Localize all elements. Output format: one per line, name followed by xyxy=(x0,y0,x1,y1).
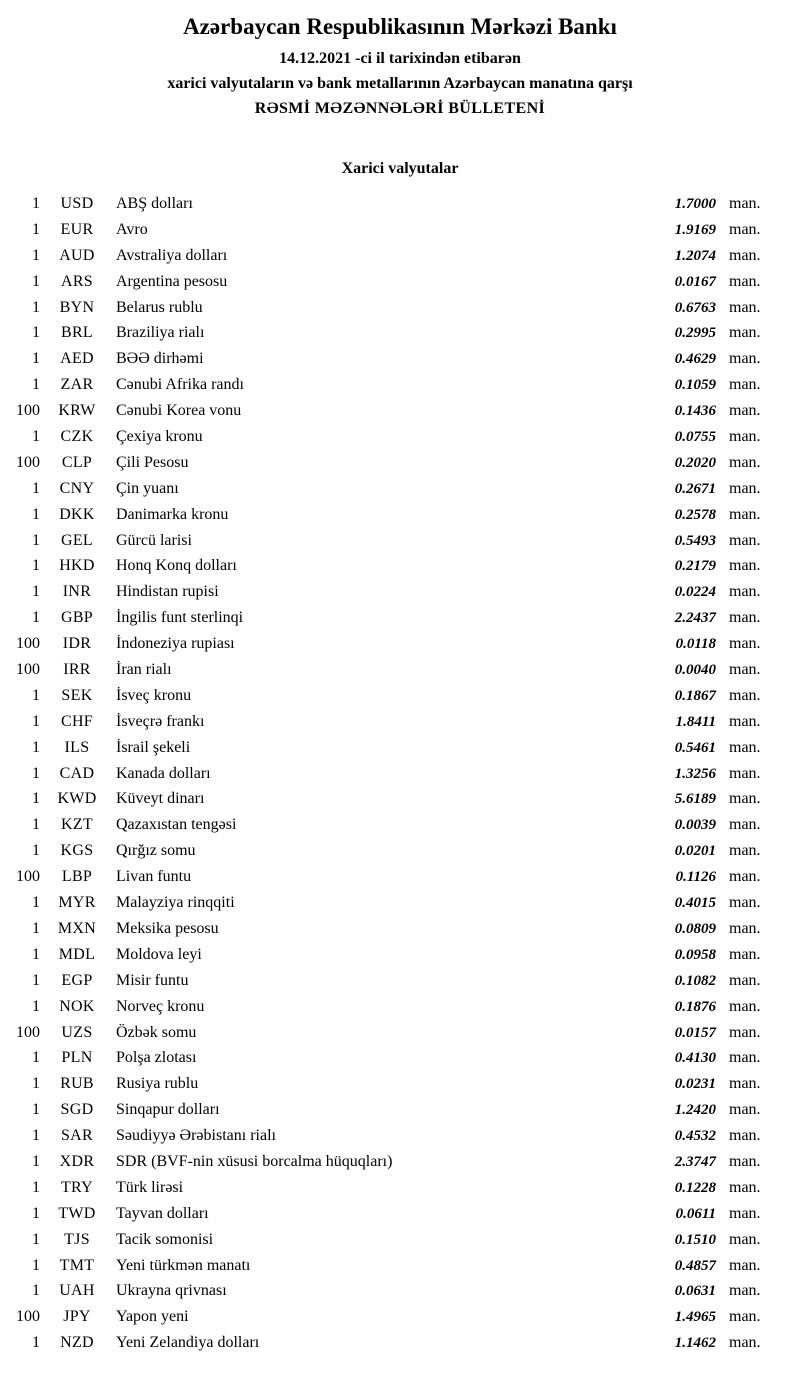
currency-code: UZS xyxy=(61,1023,93,1041)
currency-name: Yapon yeni xyxy=(116,1308,189,1326)
table-row xyxy=(8,553,772,579)
currency-quantity: 1 xyxy=(32,1334,40,1352)
currency-rate: 0.0167 xyxy=(674,273,716,290)
currency-rate: 0.4857 xyxy=(674,1257,716,1274)
rate-unit: man. xyxy=(729,1256,761,1274)
rate-unit: man. xyxy=(729,376,761,394)
table-row xyxy=(8,1097,772,1123)
currency-rate: 0.2995 xyxy=(674,325,716,342)
table-row xyxy=(8,450,772,476)
table-row xyxy=(8,761,772,787)
section-title-foreign-currencies: Xarici valyutalar xyxy=(341,160,459,177)
currency-code: NOK xyxy=(59,997,95,1015)
currency-name: Misir funtu xyxy=(116,971,189,989)
currency-code: TWD xyxy=(58,1204,96,1222)
currency-quantity: 1 xyxy=(32,557,40,575)
currency-rate: 0.4629 xyxy=(674,351,716,368)
rate-unit: man. xyxy=(729,997,761,1015)
subtitle-line-2: RƏSMİ MƏZƏNNƏLƏRİ BÜLLETENİ xyxy=(254,100,546,117)
currency-code: MDL xyxy=(58,945,96,963)
rate-unit: man. xyxy=(729,945,761,963)
currency-rate: 0.0631 xyxy=(674,1283,716,1300)
table-row xyxy=(8,191,772,217)
currency-code: BRL xyxy=(60,324,94,342)
rate-unit: man. xyxy=(729,894,761,912)
table-row xyxy=(8,424,772,450)
rate-unit: man. xyxy=(729,712,761,730)
currency-code: BYN xyxy=(59,298,95,316)
currency-code: NZD xyxy=(60,1334,94,1352)
table-row xyxy=(8,1123,772,1149)
currency-code: TJS xyxy=(64,1230,90,1248)
currency-code: DKK xyxy=(59,505,95,523)
currency-code: SGD xyxy=(60,1101,94,1119)
currency-name: Honq Konq dolları xyxy=(116,557,237,575)
currency-rate: 0.0755 xyxy=(674,429,716,446)
table-row xyxy=(8,346,772,372)
table-row xyxy=(8,398,772,424)
currency-code: IDR xyxy=(62,635,92,653)
currency-rate: 0.1867 xyxy=(674,687,716,704)
currency-code: CZK xyxy=(60,428,94,446)
rate-unit: man. xyxy=(729,531,761,549)
currency-code: ARS xyxy=(60,272,94,290)
currency-name: Braziliya rialı xyxy=(116,324,205,342)
currency-quantity: 1 xyxy=(32,686,40,704)
currency-quantity: 1 xyxy=(32,997,40,1015)
currency-name: Rusiya rublu xyxy=(116,1075,199,1093)
currency-name: Tayvan dolları xyxy=(116,1204,209,1222)
table-row xyxy=(8,838,772,864)
currency-name: Meksika pesosu xyxy=(116,919,219,937)
table-row xyxy=(8,1071,772,1097)
currency-rate: 5.6189 xyxy=(674,791,716,808)
currency-rate: 0.1436 xyxy=(674,403,716,420)
table-row xyxy=(8,683,772,709)
currency-quantity: 1 xyxy=(32,246,40,264)
table-row xyxy=(8,269,772,295)
currency-name: Çili Pesosu xyxy=(116,453,189,471)
currency-rate: 1.7000 xyxy=(674,196,716,212)
table-row xyxy=(8,786,772,812)
currency-code: XDR xyxy=(59,1152,95,1170)
currency-name: İndoneziya rupiası xyxy=(116,635,235,653)
currency-rate: 0.2671 xyxy=(674,480,716,497)
rate-unit: man. xyxy=(729,453,761,471)
currency-rate: 0.0809 xyxy=(674,920,716,937)
currency-quantity: 100 xyxy=(16,1308,40,1326)
rate-unit: man. xyxy=(729,1334,761,1352)
currency-quantity: 100 xyxy=(16,1023,40,1041)
table-row xyxy=(8,295,772,321)
table-row xyxy=(8,1175,772,1201)
table-row xyxy=(8,735,772,761)
table-row xyxy=(8,890,772,916)
currency-quantity: 1 xyxy=(32,1230,40,1248)
currency-rate: 1.3256 xyxy=(674,765,716,782)
currency-quantity: 1 xyxy=(32,1049,40,1067)
rate-unit: man. xyxy=(729,1178,761,1196)
currency-name: Küveyt dinarı xyxy=(116,790,205,808)
currency-code: GBP xyxy=(60,609,94,627)
currency-name: Səudiyyə Ərəbistanı rialı xyxy=(116,1127,276,1145)
currency-name: Sinqapur dolları xyxy=(116,1101,220,1119)
rate-unit: man. xyxy=(729,298,761,316)
currency-code: MYR xyxy=(58,894,96,912)
currency-code: ZAR xyxy=(60,376,94,394)
currency-code: TMT xyxy=(59,1256,95,1274)
currency-quantity: 1 xyxy=(32,350,40,368)
table-row xyxy=(8,528,772,554)
rate-unit: man. xyxy=(729,324,761,342)
table-row xyxy=(8,657,772,683)
currency-name: Qazaxıstan tengəsi xyxy=(116,816,237,834)
rate-unit: man. xyxy=(729,661,761,679)
currency-quantity: 1 xyxy=(32,971,40,989)
rate-unit: man. xyxy=(729,635,761,653)
currency-quantity: 100 xyxy=(16,635,40,653)
rate-unit: man. xyxy=(729,246,761,264)
table-row xyxy=(8,942,772,968)
table-row xyxy=(8,1201,772,1227)
currency-code: RUB xyxy=(60,1075,94,1093)
rate-unit: man. xyxy=(729,1204,761,1222)
table-row xyxy=(8,916,772,942)
currency-quantity: 1 xyxy=(32,583,40,601)
currency-quantity: 1 xyxy=(32,1075,40,1093)
currency-code: TRY xyxy=(60,1178,94,1196)
currency-rate: 0.1126 xyxy=(675,869,716,886)
currency-code: SAR xyxy=(60,1127,94,1145)
currency-name: SDR (BVF-nin xüsusi borcalma hüquqları) xyxy=(116,1152,393,1170)
rate-unit: man. xyxy=(729,764,761,782)
currency-name: Danimarka kronu xyxy=(116,505,229,523)
currency-rate: 0.1876 xyxy=(674,998,716,1015)
rate-unit: man. xyxy=(729,583,761,601)
currency-name: Malayziya rinqqiti xyxy=(116,894,235,912)
table-row xyxy=(8,502,772,528)
rate-unit: man. xyxy=(729,1101,761,1119)
currency-name: Hindistan rupisi xyxy=(116,583,219,601)
currency-name: Türk lirəsi xyxy=(116,1178,184,1196)
table-row xyxy=(8,1020,772,1046)
currency-quantity: 1 xyxy=(32,609,40,627)
currency-table xyxy=(0,191,800,1356)
rate-unit: man. xyxy=(729,220,761,238)
table-row xyxy=(8,1330,772,1356)
currency-code: GEL xyxy=(60,531,93,549)
currency-name: Yeni türkmən manatı xyxy=(116,1256,251,1274)
currency-quantity: 1 xyxy=(32,298,40,316)
currency-name: İsveç kronu xyxy=(116,686,192,704)
currency-quantity: 1 xyxy=(32,1204,40,1222)
currency-name: Yeni Zelandiya dolları xyxy=(116,1334,260,1352)
rate-unit: man. xyxy=(729,842,761,860)
bulletin-header xyxy=(0,10,800,118)
rate-unit: man. xyxy=(729,402,761,420)
rate-unit: man. xyxy=(729,1049,761,1067)
rate-unit: man. xyxy=(729,350,761,368)
currency-quantity: 1 xyxy=(32,272,40,290)
currency-rate: 1.2074 xyxy=(674,247,716,264)
table-row xyxy=(8,994,772,1020)
currency-rate: 0.2020 xyxy=(674,454,716,471)
currency-code: JPY xyxy=(63,1308,91,1326)
rate-unit: man. xyxy=(729,1152,761,1170)
currency-quantity: 1 xyxy=(32,1282,40,1300)
currency-rate: 0.0201 xyxy=(674,843,716,860)
table-row xyxy=(8,579,772,605)
currency-rate: 2.3747 xyxy=(674,1153,716,1170)
table-row xyxy=(8,1253,772,1279)
currency-code: USD xyxy=(60,195,94,212)
currency-code: EGP xyxy=(61,971,93,989)
currency-quantity: 1 xyxy=(32,919,40,937)
rate-unit: man. xyxy=(729,790,761,808)
rate-unit: man. xyxy=(729,738,761,756)
currency-code: KWD xyxy=(57,790,97,808)
subtitle-line-1: xarici valyutaların və bank metallarının Azərbaycan manatına qarşı xyxy=(167,75,633,92)
rate-unit: man. xyxy=(729,479,761,497)
table-row xyxy=(8,1278,772,1304)
rate-unit: man. xyxy=(729,971,761,989)
currency-code: HKD xyxy=(59,557,95,575)
rate-unit: man. xyxy=(729,505,761,523)
currency-code: IRR xyxy=(63,661,91,679)
currency-name: Cənubi Afrika randı xyxy=(116,376,244,394)
currency-rate: 0.1082 xyxy=(674,972,716,989)
rate-unit: man. xyxy=(729,868,761,886)
currency-name: Cənubi Korea vonu xyxy=(116,402,242,420)
rate-unit: man. xyxy=(729,1308,761,1326)
currency-name: Gürcü larisi xyxy=(116,531,192,549)
currency-code: EUR xyxy=(60,220,94,238)
table-row xyxy=(8,968,772,994)
currency-rate: 0.2179 xyxy=(674,558,716,575)
rate-unit: man. xyxy=(729,428,761,446)
currency-rate: 1.9169 xyxy=(674,221,716,238)
currency-name: Livan funtu xyxy=(116,868,192,886)
currency-code: ILS xyxy=(64,738,90,756)
currency-quantity: 1 xyxy=(32,505,40,523)
rate-unit: man. xyxy=(729,1023,761,1041)
rate-unit: man. xyxy=(729,272,761,290)
effective-date-line: 14.12.2021 -ci il tarixindən etibarən xyxy=(279,50,521,67)
currency-name: Qırğız somu xyxy=(116,842,196,860)
currency-quantity: 1 xyxy=(32,220,40,238)
currency-quantity: 1 xyxy=(32,945,40,963)
currency-rate: 0.0157 xyxy=(674,1024,716,1041)
currency-code: CNY xyxy=(59,479,95,497)
currency-name: Norveç kronu xyxy=(116,997,205,1015)
currency-code: CLP xyxy=(61,453,93,471)
currency-rate: 0.4532 xyxy=(674,1128,716,1145)
currency-quantity: 1 xyxy=(32,1152,40,1170)
currency-code: KZT xyxy=(60,816,93,834)
currency-name: Ukrayna qrivnası xyxy=(116,1282,227,1300)
table-row xyxy=(8,1304,772,1330)
currency-name: İsrail şekeli xyxy=(116,738,191,756)
rate-unit: man. xyxy=(729,195,761,212)
currency-code: SEK xyxy=(61,686,93,704)
currency-rate: 1.1462 xyxy=(674,1335,716,1352)
table-row xyxy=(8,243,772,269)
currency-rate: 0.6763 xyxy=(674,299,716,316)
table-row xyxy=(8,1045,772,1071)
currency-name: Avstraliya dolları xyxy=(116,246,228,264)
currency-code: UAH xyxy=(59,1282,95,1300)
currency-code: MXN xyxy=(57,919,97,937)
page-title: Azərbaycan Respublikasının Mərkəzi Bankı xyxy=(183,14,617,39)
currency-code: KRW xyxy=(58,402,96,420)
currency-rate: 0.5493 xyxy=(674,532,716,549)
currency-name: Polşa zlotası xyxy=(116,1049,197,1067)
table-row xyxy=(8,320,772,346)
currency-rate: 0.2578 xyxy=(674,506,716,523)
currency-rate: 0.1510 xyxy=(674,1231,716,1248)
currency-name: İran rialı xyxy=(116,661,172,679)
currency-quantity: 100 xyxy=(16,453,40,471)
currency-code: INR xyxy=(62,583,92,601)
currency-quantity: 1 xyxy=(32,1178,40,1196)
currency-quantity: 1 xyxy=(32,894,40,912)
currency-quantity: 1 xyxy=(32,1127,40,1145)
rate-unit: man. xyxy=(729,557,761,575)
currency-quantity: 1 xyxy=(32,816,40,834)
currency-rate: 0.1228 xyxy=(674,1179,716,1196)
currency-quantity: 100 xyxy=(16,402,40,420)
currency-rate: 0.4130 xyxy=(674,1050,716,1067)
currency-name: BƏƏ dirhəmi xyxy=(116,350,204,368)
currency-code: CAD xyxy=(59,764,95,782)
rate-unit: man. xyxy=(729,609,761,627)
currency-quantity: 1 xyxy=(32,195,40,212)
currency-quantity: 1 xyxy=(32,738,40,756)
currency-rate: 1.8411 xyxy=(675,713,716,730)
currency-name: Belarus rublu xyxy=(116,298,203,316)
currency-name: Çexiya kronu xyxy=(116,428,203,446)
currency-quantity: 1 xyxy=(32,324,40,342)
rate-unit: man. xyxy=(729,1282,761,1300)
currency-rate: 0.0118 xyxy=(675,636,716,653)
currency-rate: 2.2437 xyxy=(674,610,716,627)
currency-quantity: 1 xyxy=(32,712,40,730)
currency-code: AUD xyxy=(59,246,95,264)
currency-quantity: 100 xyxy=(16,868,40,886)
currency-name: Tacik somonisi xyxy=(116,1230,214,1248)
currency-quantity: 1 xyxy=(32,764,40,782)
currency-name: Argentina pesosu xyxy=(116,272,228,290)
currency-rate: 0.0231 xyxy=(674,1076,716,1093)
table-row xyxy=(8,709,772,735)
rate-unit: man. xyxy=(729,919,761,937)
table-row xyxy=(8,476,772,502)
currency-code: LBP xyxy=(61,868,93,886)
currency-code: AED xyxy=(60,350,94,368)
currency-rate: 0.0611 xyxy=(675,1205,716,1222)
currency-quantity: 1 xyxy=(32,790,40,808)
currency-name: Çin yuanı xyxy=(116,479,179,497)
table-row xyxy=(8,1149,772,1175)
table-row xyxy=(8,372,772,398)
currency-quantity: 1 xyxy=(32,1101,40,1119)
currency-name: ABŞ dolları xyxy=(116,195,193,212)
currency-name: Özbək somu xyxy=(116,1023,197,1041)
currency-name: Kanada dolları xyxy=(116,764,211,782)
table-row xyxy=(8,605,772,631)
currency-code: KGS xyxy=(60,842,94,860)
currency-name: İngilis funt sterlinqi xyxy=(116,609,244,627)
currency-quantity: 1 xyxy=(32,479,40,497)
currency-rate: 0.5461 xyxy=(674,739,716,756)
currency-name: Moldova leyi xyxy=(116,945,202,963)
currency-quantity: 1 xyxy=(32,531,40,549)
currency-code: PLN xyxy=(61,1049,93,1067)
table-row xyxy=(8,1227,772,1253)
currency-name: İsveçrə frankı xyxy=(116,712,205,730)
currency-rate: 0.0039 xyxy=(674,817,716,834)
currency-quantity: 1 xyxy=(32,1256,40,1274)
currency-name: Avro xyxy=(116,220,148,238)
rate-unit: man. xyxy=(729,686,761,704)
rate-unit: man. xyxy=(729,1127,761,1145)
table-row xyxy=(8,631,772,657)
currency-rate: 0.0040 xyxy=(674,662,716,679)
currency-code: CHF xyxy=(60,712,94,730)
currency-quantity: 100 xyxy=(16,661,40,679)
table-row xyxy=(8,217,772,243)
currency-rate: 1.4965 xyxy=(674,1309,716,1326)
rate-unit: man. xyxy=(729,1230,761,1248)
currency-rate: 0.4015 xyxy=(674,895,716,912)
currency-rate: 0.0224 xyxy=(674,584,716,601)
currency-quantity: 1 xyxy=(32,376,40,394)
currency-quantity: 1 xyxy=(32,842,40,860)
currency-rate: 0.0958 xyxy=(674,946,716,963)
rate-unit: man. xyxy=(729,816,761,834)
table-row xyxy=(8,864,772,890)
currency-quantity: 1 xyxy=(32,428,40,446)
currency-rate: 0.1059 xyxy=(674,377,716,394)
currency-rate: 1.2420 xyxy=(674,1102,716,1119)
rate-unit: man. xyxy=(729,1075,761,1093)
table-row xyxy=(8,812,772,838)
